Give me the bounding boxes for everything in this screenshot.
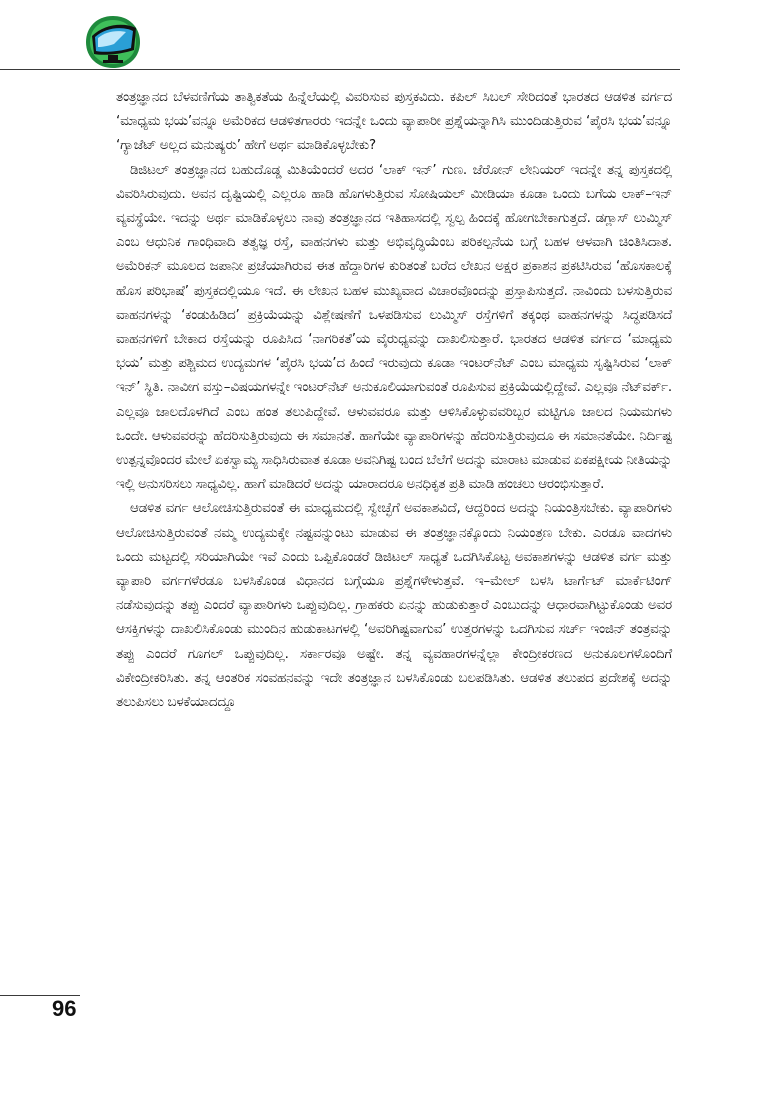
paragraph: ತಂತ್ರಜ್ಞಾನದ ಬೆಳವಣಿಗೆಯ ತಾತ್ವಿಕತೆಯ ಹಿನ್ನೆಲೆಯಲ್ಲಿ ವಿವರಿಸುವ ಪುಸ್ತಕವಿದು. ಕಪಿಲ್ ಸಿಬಲ್ ಸೇರಿದಂತೆ ಭಾರತದ ಆಡಳಿತ ವರ್ಗದ ‘ಮಾಧ್ಯಮ ಭಯ’ವನ್ನೂ ಅಮೆರಿಕದ ಆಡಳಿತಗಾರರು ಇದನ್ನೇ ಒಂದು ವ್ಯಾಪಾರೀ ಪ್ರಶ್ನೆಯನ್ನಾಗಿಸಿ ಮುಂದಿಡುತ್ತಿರುವ ‘ಪೈರಸಿ ಭಯ’ವನ್ನೂ ‘ಗ್ಯಾಜೆಟ್ ಅಲ್ಲದ ಮನುಷ್ಯರು’ ಹೇಗೆ ಅರ್ಥ ಮಾಡಿಕೊಳ್ಳಬೇಕು? bbox=[116, 90, 672, 154]
paragraph: ಡಿಜಿಟಲ್ ತಂತ್ರಜ್ಞಾನದ ಬಹುದೊಡ್ಡ ಮಿತಿಯೆಂದರೆ ಅದರ ‘ಲಾಕ್ ಇನ್’ ಗುಣ. ಜೆರೋನ್ ಲೇನಿಯರ್ ಇದನ್ನೇ ತನ್ನ ಪುಸ್ತಕದಲ್ಲಿ ವಿವರಿಸಿರುವುದು. ಅವನ ದೃಷ್ಟಿಯಲ್ಲಿ ಎಲ್ಲರೂ ಹಾಡಿ ಹೊಗಳುತ್ತಿರುವ ಸೋಷಿಯಲ್ ಮೀಡಿಯಾ ಕೂಡಾ ಒಂದು ಬಗೆಯ ಲಾಕ್–ಇನ್ ವ್ಯವಸ್ಥೆಯೇ. ಇದನ್ನು ಅರ್ಥ ಮಾಡಿಕೊಳ್ಳಲು ನಾವು ತಂತ್ರಜ್ಞಾನದ ಇತಿಹಾಸದಲ್ಲಿ ಸ್ವಲ್ಪ ಹಿಂದಕ್ಕೆ ಹೋಗಬೇಕಾಗುತ್ತದೆ. ಡಗ್ಲಾಸ್ ಲುಮ್ಮಿಸ್ ಎಂಬ ಆಧುನಿಕ ಗಾಂಧಿವಾದಿ ತತ್ವಜ್ಞ ರಸ್ತೆ, ವಾಹನಗಳು ಮತ್ತು ಅಭಿವೃದ್ಧಿಯೆಂಬ ಪರಿಕಲ್ಪನೆಯ ಬಗ್ಗೆ ಬಹಳ ಆಳವಾಗಿ ಚಿಂತಿಸಿದಾತ. ಅಮೆರಿಕನ್ ಮೂಲದ ಜಪಾನೀ ಪ್ರಜೆಯಾಗಿರುವ ಈತ ಹೆದ್ದಾರಿಗಳ ಕುರಿತಂತೆ ಬರೆದ ಲೇಖನ ಅಕ್ಷರ ಪ್ರಕಾಶನ ಪ್ರಕಟಿಸಿರುವ ‘ಹೊಸಕಾಲಕ್ಕೆ ಹೊಸ ಪರಿಭಾಷೆ’ ಪುಸ್ತಕದಲ್ಲಿಯೂ ಇದೆ. ಈ ಲೇಖನ ಬಹಳ ಮುಖ್ಯವಾದ ವಿಚಾರವೊಂದನ್ನು ಪ್ರಸ್ತಾಪಿಸುತ್ತದೆ. ನಾವಿಂದು ಬಳಸುತ್ತಿರುವ ವಾಹನಗಳನ್ನು ‘ಕಂಡುಹಿಡಿದ’ ಪ್ರಕ್ರಿಯೆಯನ್ನು ವಿಶ್ಲೇಷಣೆಗೆ ಒಳಪಡಿಸುವ ಲುಮ್ಮಿಸ್ ರಸ್ತೆಗಳಿಗೆ ತಕ್ಕಂಥ ವಾಹನಗಳನ್ನು ಸಿದ್ಧಪಡಿಸದೆ ವಾಹನಗಳಿಗೆ ಬೇಕಾದ ರಸ್ತೆಯನ್ನು ರೂಪಿಸಿದ ‘ನಾಗರಿಕತೆ’ಯ ವೈರುಧ್ಯವನ್ನು ದಾಖಲಿಸುತ್ತಾರೆ. ಭಾರತದ ಆಡಳಿತ ವರ್ಗದ ‘ಮಾಧ್ಯಮ ಭಯ’ ಮತ್ತು ಪಶ್ಚಿಮದ ಉದ್ಯಮಗಳ ‘ಪೈರಸಿ ಭಯ’ದ ಹಿಂದೆ ಇರುವುದು ಕೂಡಾ ಇಂಟರ್‌ನೆಟ್ ಎಂಬ ಮಾಧ್ಯಮ ಸೃಷ್ಟಿಸಿರುವ ‘ಲಾಕ್ ಇನ್’ ಸ್ಥಿತಿ. ನಾವೀಗ ವಸ್ತು–ವಿಷಯಗಳನ್ನೇ ಇಂಟರ್‌ನೆಟ್ ಅನುಕೂಲಿಯಾಗುವಂತೆ ರೂಪಿಸುವ ಪ್ರಕ್ರಿಯೆಯಲ್ಲಿದ್ದೇವೆ. ಎಲ್ಲವೂ ನೆಟ್‌ವರ್ಕ್. ಎಲ್ಲವೂ ಜಾಲದೊಳಗಿದೆ ಎಂಬ ಹಂತ ತಲುಪಿದ್ದೇವೆ. ಆಳುವವರೂ ಮತ್ತು ಆಳಿಸಿಕೊಳ್ಳುವವರಿಬ್ಬರ ಮಟ್ಟಿಗೂ ಜಾಲದ ನಿಯಮಗಳು ಒಂದೇ. ಆಳುವವರನ್ನು ಹೆದರಿಸುತ್ತಿರುವುದು ಈ ಸಮಾನತೆ. ಹಾಗೆಯೇ ವ್ಯಾಪಾರಿಗಳನ್ನು ಹೆದರಿಸುತ್ತಿರುವುದೂ ಈ ಸಮಾನತೆಯೇ. ನಿರ್ದಿಷ್ಟ ಉತ್ಪನ್ನವೊಂದರ ಮೇಲೆ ಏಕಸ್ವಾಮ್ಯ ಸಾಧಿಸಿರುವಾತ ಕೂಡಾ ಅವನಿಗಿಷ್ಟ ಬಂದ ಬೆಲೆಗೆ ಅದನ್ನು ಮಾರಾಟ ಮಾಡುವ ಏಕಪಕ್ಷೀಯ ನೀತಿಯನ್ನು ಇಲ್ಲಿ ಅನುಸರಿಸಲು ಸಾಧ್ಯವಿಲ್ಲ. ಹಾಗೆ ಮಾಡಿದರೆ ಅದನ್ನು ಯಾರಾದರೂ ಅನಧಿಕೃತ ಪ್ರತಿ ಮಾಡಿ ಹಂಚಲು ಆರಂಭಿಸುತ್ತಾರೆ. bbox=[116, 162, 672, 493]
paragraph: ಆಡಳಿತ ವರ್ಗ ಆಲೋಚಿಸುತ್ತಿರುವಂತೆ ಈ ಮಾಧ್ಯಮದಲ್ಲಿ ಸ್ವೇಚ್ಛೆಗೆ ಅವಕಾಶವಿದೆ, ಆದ್ದರಿಂದ ಅದನ್ನು ನಿಯಂತ್ರಿಸಬೇಕು. ವ್ಯಾಪಾರಿಗಳು ಆಲೋಚಿಸುತ್ತಿರುವಂತೆ ನಮ್ಮ ಉದ್ಯಮಕ್ಕೇ ನಷ್ಟವನ್ನುಂಟು ಮಾಡುವ ಈ ತಂತ್ರಜ್ಞಾನಕ್ಕೊಂದು ನಿಯಂತ್ರಣ ಬೇಕು. ಎರಡೂ ವಾದಗಳು ಒಂದು ಮಟ್ಟದಲ್ಲಿ ಸರಿಯಾಗಿಯೇ ಇವೆ ಎಂದು ಒಪ್ಪಿಕೊಂಡರೆ ಡಿಜಿಟಲ್ ಸಾಧ್ಯತೆ ಒದಗಿಸಿಕೊಟ್ಟ ಅವಕಾಶಗಳನ್ನು ಆಡಳಿತ ವರ್ಗ ಮತ್ತು ವ್ಯಾಪಾರಿ ವರ್ಗಗಳೆರಡೂ ಬಳಸಿಕೊಂಡ ವಿಧಾನದ ಬಗ್ಗೆಯೂ ಪ್ರಶ್ನೆಗಳೇಳುತ್ತವೆ. ಇ–ಮೇಲ್ ಬಳಸಿ ಟಾರ್ಗೆಟ್ ಮಾರ್ಕೆಟಿಂಗ್ ನಡೆಸುವುದನ್ನು ತಪ್ಪು ಎಂದರೆ ವ್ಯಾಪಾರಿಗಳು ಒಪ್ಪುವುದಿಲ್ಲ. ಗ್ರಾಹಕರು ಏನನ್ನು ಹುಡುಕುತ್ತಾರೆ ಎಂಬುದನ್ನು ಆಧಾರವಾಗಿಟ್ಟುಕೊಂಡು ಅವರ ಆಸಕ್ತಿಗಳನ್ನು ದಾಖಲಿಸಿಕೊಂಡು ಮುಂದಿನ ಹುಡುಕಾಟಗಳಲ್ಲಿ ‘ಅವರಿಗಿಷ್ಟವಾಗುವ’ ಉತ್ತರಗಳನ್ನು ಒದಗಿಸುವ ಸರ್ಚ್ ಇಂಜಿನ್ ತಂತ್ರವನ್ನು ತಪ್ಪು ಎಂದರೆ ಗೂಗಲ್ ಒಪ್ಪುವುದಿಲ್ಲ. ಸರ್ಕಾರವೂ ಅಷ್ಟೇ. ತನ್ನ ವ್ಯವಹಾರಗಳನ್ನೆಲ್ಲಾ ಕೇಂದ್ರೀಕರಣದ ಅನುಕೂಲಗಳೊಂದಿಗೆ ವಿಕೇಂದ್ರೀಕರಿಸಿತು. ತನ್ನ ಆಂತರಿಕ ಸಂವಹನವನ್ನು ಇದೇ ತಂತ್ರಜ್ಞಾನ ಬಳಸಿಕೊಂಡು ಬಲಪಡಿಸಿತು. ಆಡಳಿತ ತಲುಪದ ಪ್ರದೇಶಕ್ಕೆ ಅದನ್ನು ತಲುಪಿಸಲು ಬಳಕೆಯಾದದ್ದೂ bbox=[116, 501, 672, 711]
header-rule bbox=[0, 69, 680, 70]
monitor-leaf-icon bbox=[84, 14, 142, 70]
body-text bbox=[116, 86, 672, 715]
page-number: 96 bbox=[52, 996, 77, 1021]
